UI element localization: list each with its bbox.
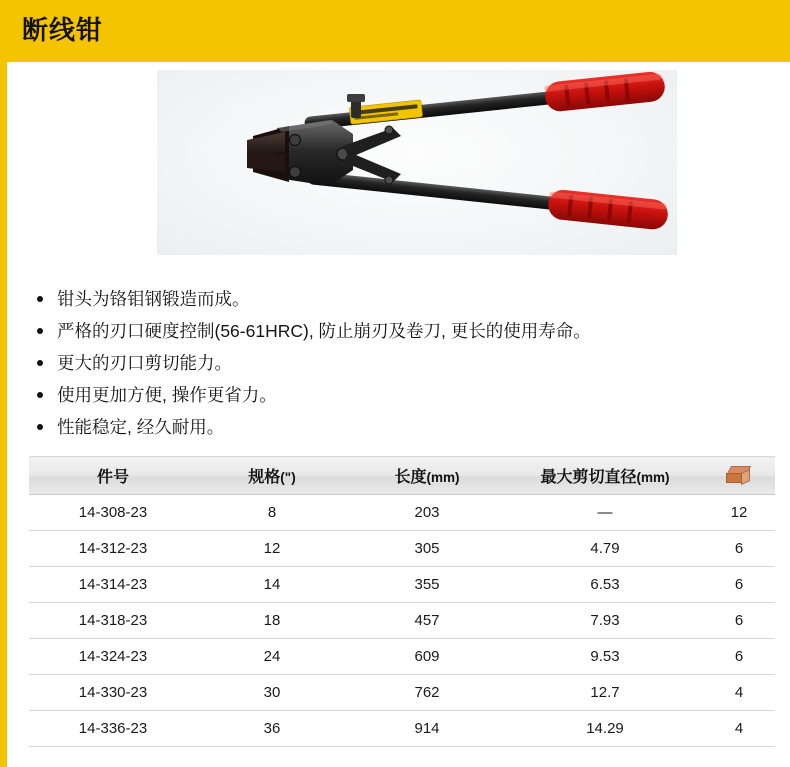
header-label: 长度: [394, 469, 427, 486]
product-image-area: [7, 62, 790, 274]
cell-length: 762: [347, 675, 507, 711]
cell-size: 18: [197, 603, 347, 639]
cell-size: 30: [197, 675, 347, 711]
cell-quantity: 12: [703, 495, 775, 531]
cell-diameter: 4.79: [507, 531, 703, 567]
feature-list: [7, 284, 790, 442]
cell-part-number: 14-308-23: [29, 495, 197, 531]
cell-diameter: 14.29: [507, 711, 703, 747]
spec-table-head: [29, 457, 775, 495]
cell-diameter: 7.93: [507, 603, 703, 639]
cell-length: 305: [347, 531, 507, 567]
cell-quantity: 4: [703, 711, 775, 747]
page-title: 断线钳: [22, 15, 104, 45]
cell-diameter: 9.53: [507, 639, 703, 675]
table-row: [29, 531, 775, 567]
cell-length: 457: [347, 603, 507, 639]
column-header-max-cut-diameter: [507, 457, 703, 495]
cell-size: 36: [197, 711, 347, 747]
spec-table-wrapper: [29, 456, 768, 747]
header-unit: (mm): [636, 470, 670, 485]
header-label: 规格: [248, 469, 281, 486]
cell-diameter: 12.7: [507, 675, 703, 711]
header-unit: (mm): [426, 470, 460, 485]
table-row: [29, 639, 775, 675]
cell-diameter: —: [507, 495, 703, 531]
cell-length: 609: [347, 639, 507, 675]
column-header-length: [347, 457, 507, 495]
list-item: 使用更加方便, 操作更省力。: [35, 380, 790, 410]
cell-part-number: 14-330-23: [29, 675, 197, 711]
cell-size: 12: [197, 531, 347, 567]
table-header-row: [29, 457, 775, 495]
list-item: 钳头为铬钼钢锻造而成。: [35, 284, 790, 314]
header-label: 件号: [96, 469, 129, 486]
cell-diameter: 6.53: [507, 567, 703, 603]
column-header-carton-quantity: [703, 457, 775, 495]
cell-length: 203: [347, 495, 507, 531]
cell-length: 355: [347, 567, 507, 603]
list-item: 更大的刃口剪切能力。: [35, 348, 790, 378]
column-header-size: [197, 457, 347, 495]
cell-quantity: 6: [703, 531, 775, 567]
table-row: [29, 603, 775, 639]
carton-box-icon: [726, 466, 752, 484]
cell-size: 8: [197, 495, 347, 531]
page-header: [7, 0, 790, 62]
table-row: [29, 495, 775, 531]
spec-table-body: [29, 495, 775, 747]
cell-part-number: 14-336-23: [29, 711, 197, 747]
header-unit: ("): [280, 470, 296, 485]
spec-table: [29, 456, 775, 747]
cell-part-number: 14-318-23: [29, 603, 197, 639]
cell-part-number: 14-314-23: [29, 567, 197, 603]
cell-part-number: 14-312-23: [29, 531, 197, 567]
header-label: 最大剪切直径: [540, 469, 637, 486]
column-header-part-number: [29, 457, 197, 495]
table-row: [29, 675, 775, 711]
cell-quantity: 6: [703, 639, 775, 675]
list-item: 性能稳定, 经久耐用。: [35, 412, 790, 442]
cell-quantity: 6: [703, 603, 775, 639]
cell-size: 24: [197, 639, 347, 675]
cell-part-number: 14-324-23: [29, 639, 197, 675]
table-row: [29, 567, 775, 603]
cell-length: 914: [347, 711, 507, 747]
cell-quantity: 6: [703, 567, 775, 603]
cell-size: 14: [197, 567, 347, 603]
bolt-cutter-image: [157, 70, 677, 255]
table-row: [29, 711, 775, 747]
cell-quantity: 4: [703, 675, 775, 711]
list-item: 严格的刃口硬度控制(56-61HRC), 防止崩刃及卷刀, 更长的使用寿命。: [35, 316, 790, 346]
